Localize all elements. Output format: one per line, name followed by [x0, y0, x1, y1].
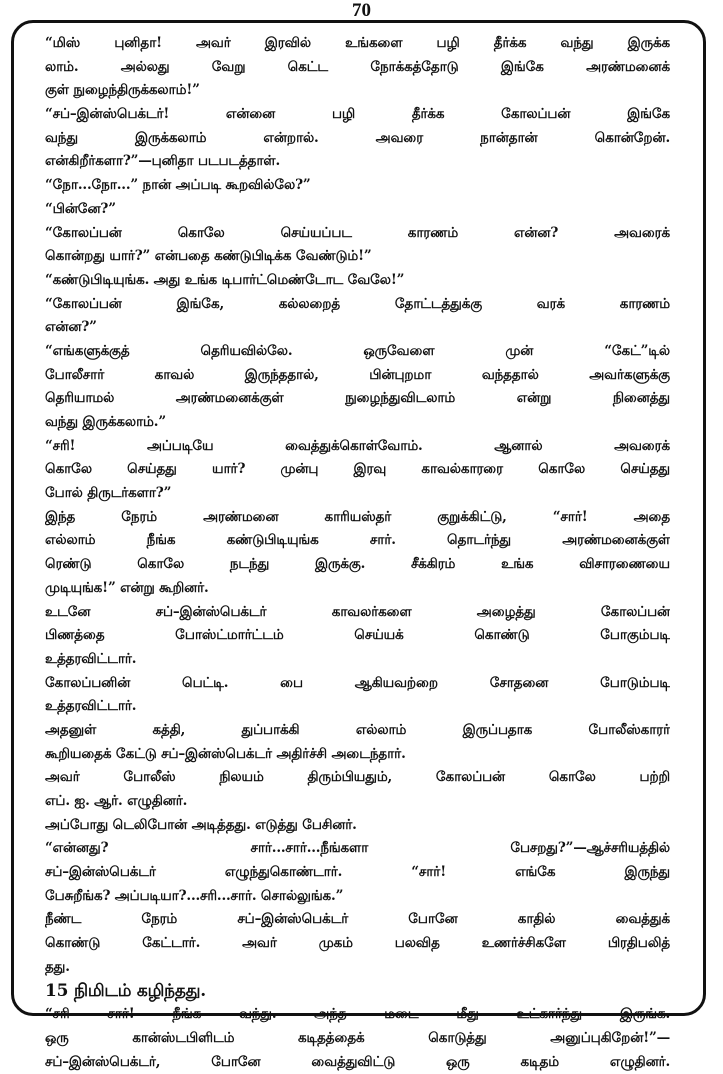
text-line: முடியுங்க!” என்று கூறினர். — [45, 579, 209, 596]
text-line: நீண்ட நேரம் சப்–இன்ஸ்பெக்டர் போனே காதில் வைத்துக் — [45, 911, 670, 928]
body-text — [45, 32, 670, 1074]
text-line: உத்தரவிட்டார். — [45, 698, 137, 715]
text-line: கொண்டு கேட்டார். அவர் முகம் பலவித உணர்ச்சிகளே பிரதிபலித் — [45, 935, 670, 952]
text-line: எப். ஐ. ஆர். எழுதினர். — [45, 793, 188, 809]
text-line: “சரி! அப்படியே வைத்துக்கொள்வோம். ஆனால் அவரைக் — [45, 437, 670, 454]
text-line: அப்போது டெலிபோன் அடித்தது. எடுத்து பேசினர். — [45, 816, 357, 833]
text-line: ரெண்டு கொலே நடந்து இருக்கு. சீக்கிரம் உங்க விசாரணையை — [45, 556, 670, 573]
text-line: உத்தரவிட்டார். — [45, 650, 137, 667]
text-line: “சரி சார்! நீங்க வந்து. அந்த மடை மீது உட்கார்ந்து இருங்க. — [45, 1006, 670, 1023]
text-line: பேசுறீங்க? அப்படியா?...சரி...சார். சொல்லுங்க.” — [45, 887, 344, 904]
text-line: “எங்களுக்குத் தெரியவில்லே. ஒருவேளை முன் “கேட்”டில் — [45, 342, 670, 359]
text-line: “கோலப்பன் இங்கே, கல்லறைத் தோட்டத்துக்கு வரக் காரணம் — [45, 295, 670, 312]
text-line: பிணத்தை போஸ்ட்மார்ட்டம் செய்யக் கொண்டு போகும்படி — [45, 627, 670, 644]
text-line: வந்து இருக்கலாம் என்றால். அவரை நான்தான் கொன்றேன். — [45, 129, 670, 146]
text-line: “கண்டுபிடியுங்க. அது உங்க டிபார்ட்மெண்டோட வேலே!” — [45, 271, 405, 288]
text-line: தெரியாமல் அரண்மனைக்குள் நுழைந்துவிடலாம் என்று நினைத்து — [45, 390, 670, 407]
text-line: என்கிறீர்களா?”—புனிதா படபடத்தாள். — [45, 153, 281, 170]
text-line: கொலே செய்தது யார்? முன்பு இரவு காவல்காரரை கொலே செய்தது — [45, 461, 670, 478]
text-line: வந்து இருக்கலாம்.” — [45, 414, 166, 430]
text-line: சப்–இன்ஸ்பெக்டர் எழுந்துகொண்டார். “சார்! எங்கே இருந்து — [45, 864, 670, 881]
text-line: தது. — [45, 958, 70, 975]
text-line: எல்லாம் நீங்க கண்டுபிடியுங்க சார். தொடர்ந்து அரண்மனைக்குள் — [45, 532, 670, 549]
text-line: என்ன?” — [45, 319, 97, 336]
page-number: 70 — [352, 0, 371, 21]
text-line: “சப்–இன்ஸ்பெக்டர்! என்னை பழி தீர்க்க கோலப்பன் இங்கே — [45, 106, 670, 123]
text-line: சப்–இன்ஸ்பெக்டர், போனே வைத்துவிட்டு ஒரு கடிதம் எழுதினர். — [45, 1053, 670, 1070]
text-line: ஒரு கான்ஸ்டபிளிடம் கடிதத்தைக் கொடுத்து அனுப்புகிறேன்!”— — [45, 1029, 670, 1046]
text-line: “பின்னே?” — [45, 200, 116, 217]
text-line: 15 நிமிடம் கழிந்தது. — [45, 980, 206, 1001]
text-line: அவர் போலீஸ் நிலயம் திரும்பியதும், கோலப்பன் கொலே பற்றி — [45, 769, 670, 786]
text-line: போல் திருடர்களா?” — [45, 485, 172, 502]
text-line: “நோ...நோ...” நான் அப்படி கூறவில்லே?” — [45, 177, 311, 194]
text-line: “மிஸ் புனிதா! அவர் இரவில் உங்களை பழி தீர்க்க வந்து இருக்க — [45, 35, 670, 51]
text-line: இந்த நேரம் அரண்மனை காரியஸ்தர் குறுக்கிட்டு, “சார்! அதை — [45, 508, 670, 525]
text-line: கொன்றது யார்?” என்பதை கண்டுபிடிக்க வேண்டும்!” — [45, 248, 372, 265]
text-line: “என்னது? சார்...சார்...நீங்களா பேசறது?”—ஆச்சரியத்தில் — [45, 840, 670, 857]
text-line: அதனுள் கத்தி, துப்பாக்கி எல்லாம் இருப்பதாக போலீஸ்காரர் — [45, 721, 670, 738]
text-line: “கோலப்பன் கொலே செய்யப்பட காரணம் என்ன? அவரைக் — [45, 224, 670, 241]
text-line: லாம். அல்லது வேறு கெட்ட நோக்கத்தோடு இங்கே அரண்மனைக் — [45, 58, 670, 75]
text-line: கூறியதைக் கேட்டு சப்–இன்ஸ்பெக்டர் அதிர்ச்சி அடைந்தார். — [45, 745, 406, 762]
text-line: கோலப்பனின் பெட்டி. பை ஆகியவற்றை சோதனை போடும்படி — [45, 674, 670, 691]
text-line: குள் நுழைந்திருக்கலாம்!” — [45, 82, 200, 99]
text-line: போலீசார் காவல் இருந்ததால், பின்புறமா வந்ததால் அவர்களுக்கு — [45, 366, 670, 383]
text-line: உடனே சப்–இன்ஸ்பெக்டர் காவலர்களை அழைத்து கோலப்பன் — [45, 603, 670, 620]
